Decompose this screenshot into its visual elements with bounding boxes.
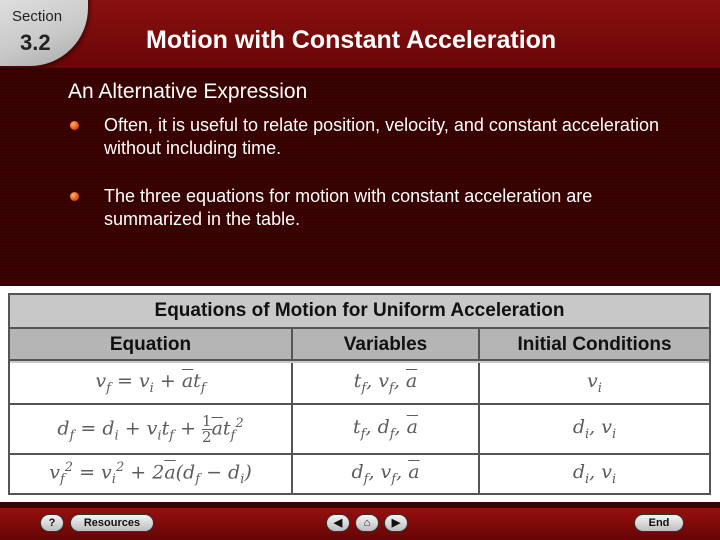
variables-3: $d_f$, $v_f$, $\overline{a}$ [293,455,480,493]
home-icon: ⌂ [363,517,371,529]
initial-conditions-1: $v_i$ [480,363,709,405]
section-label: Section [12,8,63,25]
header-initial-conditions: Initial Conditions [480,329,709,361]
header-variables: Variables [293,329,480,361]
slide-subtitle: An Alternative Expression [68,80,308,103]
back-button[interactable] [326,514,350,532]
forward-button[interactable] [384,514,408,532]
initial-conditions-2: $d_i$, $v_i$ [480,405,709,455]
triangle-right-icon: ▶ [391,517,401,529]
equations-table [8,293,711,495]
initial-conditions-3: $d_i$, $v_i$ [480,455,709,493]
variables-1: $t_f$, $v_f$, $\overline{a}$ [293,363,480,405]
bullet-dot-icon [70,192,79,201]
equation-1: $v_f = v_i + \overline{a}t_f$ [10,363,293,405]
section-number: 3.2 [20,30,51,55]
home-button[interactable] [355,514,379,532]
header-equation: Equation [10,329,293,361]
resources-label: Resources [83,517,141,529]
end-label: End [648,517,670,529]
table-title: Equations of Motion for Uniform Acceleration [10,295,709,329]
bullet-text-2: The three equations for motion with constant acceleration are summarized in the table. [104,186,593,229]
end-button[interactable] [634,514,684,532]
equation-2: $d_f = d_i + v_it_f$ + $\frac{1}{2}$ $\overline{a}t_f^2$ [10,405,293,455]
resources-button[interactable] [70,514,154,532]
slide-title: Motion with Constant Acceleration [146,26,557,54]
variables-2: $t_f$, $d_f$, $\overline{a}$ [293,405,480,455]
help-button[interactable] [40,514,64,532]
bullet-dot-icon [70,121,79,130]
triangle-left-icon: ◀ [333,517,343,529]
equation-3: $v_f^2 = v_i^2 + 2\overline{a}(d_f - d_i)$ [10,455,293,493]
help-label: ? [48,517,56,529]
bullet-text-1: Often, it is useful to relate position, velocity, and constant acceleration without including time. [104,115,659,158]
